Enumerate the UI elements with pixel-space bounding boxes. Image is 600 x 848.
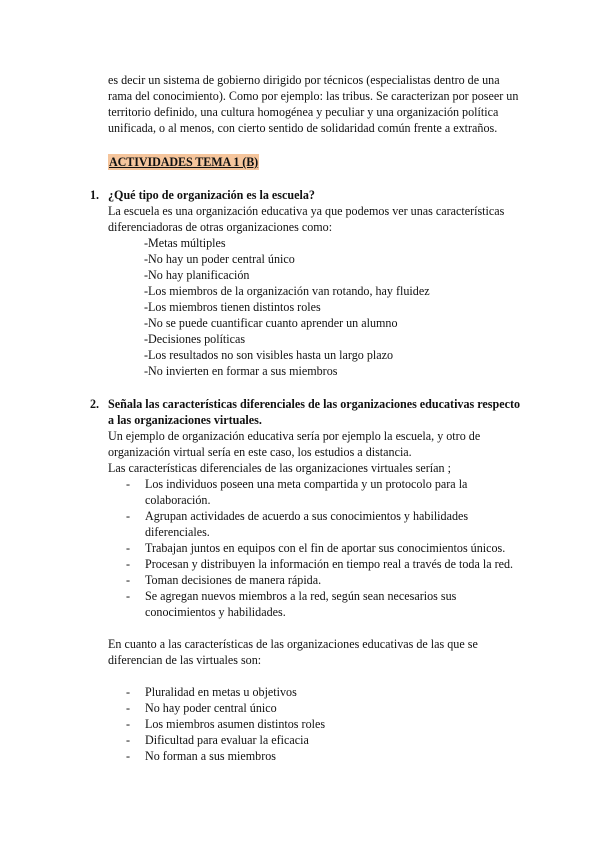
answer-line: diferencian de las virtuales son: xyxy=(108,653,262,667)
list-item: Trabajan juntos en equipos con el fin de aportar sus conocimientos únicos. xyxy=(145,541,506,555)
bullet-dash: - xyxy=(126,733,131,747)
list-item: -Los miembros de la organización van rotando, hay fluidez xyxy=(144,284,430,298)
answer-line: organización virtual sería en este caso, los estudios a distancia. xyxy=(108,445,412,459)
list-item: No hay poder central único xyxy=(145,701,277,715)
bullet-dash: - xyxy=(126,541,131,555)
section-heading: ACTIVIDADES TEMA 1 (B) xyxy=(109,155,259,169)
intro-line: territorio definido, una cultura homogénea y peculiar y una organización política xyxy=(108,105,499,119)
answer-line: diferenciadoras de otras organizaciones como: xyxy=(108,220,333,234)
bullet-dash: - xyxy=(126,477,131,491)
bullet-dash: - xyxy=(126,749,131,763)
list-item: -No hay un poder central único xyxy=(144,252,295,266)
list-item: Agrupan actividades de acuerdo a sus conocimientos y habilidades xyxy=(145,509,469,523)
question-title: Señala las características diferenciales de las organizaciones educativas respecto xyxy=(108,397,521,411)
list-item: -No hay planificación xyxy=(144,268,250,282)
list-item: Se agregan nuevos miembros a la red, según sean necesarios sus xyxy=(145,589,457,603)
list-item: -No se puede cuantificar cuanto aprender un alumno xyxy=(144,316,398,330)
answer-line: La escuela es una organización educativa ya que podemos ver unas características xyxy=(108,204,505,218)
list-item: Los miembros asumen distintos roles xyxy=(145,717,326,731)
intro-line: rama del conocimiento). Como por ejemplo: las tribus. Se caracterizan por poseer un xyxy=(108,89,519,103)
bullet-dash: - xyxy=(126,701,131,715)
list-item: -Decisiones políticas xyxy=(144,332,246,346)
list-item: -No invierten en formar a sus miembros xyxy=(144,364,338,378)
intro-line: unificada, o al menos, con cierto sentido de solidaridad común frente a extraños. xyxy=(108,121,498,135)
bullet-dash: - xyxy=(126,573,131,587)
question-title: ¿Qué tipo de organización es la escuela? xyxy=(108,188,315,202)
question-number: 1. xyxy=(90,188,100,202)
list-item: conocimientos y habilidades. xyxy=(145,605,286,619)
bullet-dash: - xyxy=(126,509,131,523)
question-title: a las organizaciones virtuales. xyxy=(108,413,262,427)
list-item: Toman decisiones de manera rápida. xyxy=(145,573,322,587)
bullet-dash: - xyxy=(126,717,131,731)
bullet-dash: - xyxy=(126,685,131,699)
list-item: Los individuos poseen una meta compartida y un protocolo para la xyxy=(145,477,468,491)
question-number: 2. xyxy=(90,397,100,411)
list-item: Pluralidad en metas u objetivos xyxy=(145,685,297,699)
answer-line: Un ejemplo de organización educativa sería por ejemplo la escuela, y otro de xyxy=(108,429,481,443)
list-item: -Los resultados no son visibles hasta un largo plazo xyxy=(144,348,394,362)
bullet-dash: - xyxy=(126,557,131,571)
list-item: -Los miembros tienen distintos roles xyxy=(144,300,321,314)
list-item: colaboración. xyxy=(145,493,211,507)
list-item: No forman a sus miembros xyxy=(145,749,276,763)
list-item: diferenciales. xyxy=(145,525,210,539)
list-item: Procesan y distribuyen la información en tiempo real a través de toda la red. xyxy=(145,557,514,571)
list-item: Dificultad para evaluar la eficacia xyxy=(145,733,309,747)
intro-line: es decir un sistema de gobierno dirigido por técnicos (especialistas dentro de una xyxy=(108,73,500,87)
bullet-dash: - xyxy=(126,589,131,603)
answer-line: Las características diferenciales de las organizaciones virtuales serían ; xyxy=(108,461,451,475)
answer-line: En cuanto a las características de las organizaciones educativas de las que se xyxy=(108,637,478,651)
list-item: -Metas múltiples xyxy=(144,236,226,250)
